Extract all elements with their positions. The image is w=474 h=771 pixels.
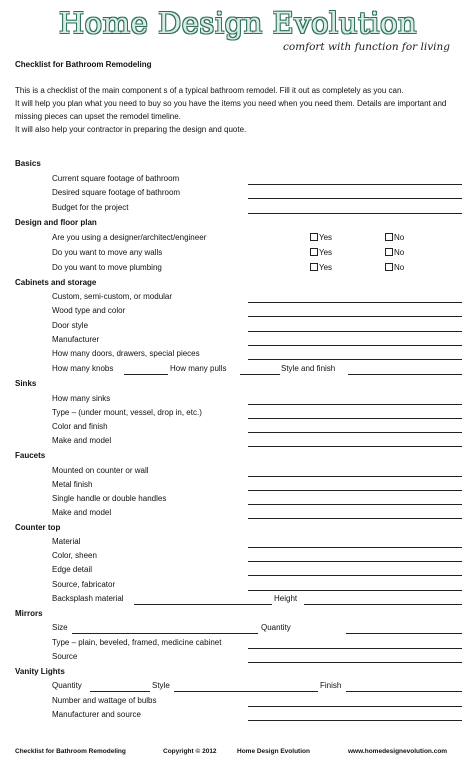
style-label: Style: [152, 681, 170, 690]
knobs-label: How many knobs: [52, 364, 114, 373]
checklist-row: [52, 508, 462, 520]
field-label: How many doors, drawers, special pieces: [52, 349, 200, 358]
footer-company: Home Design Evolution: [237, 748, 310, 755]
checklist-row: [52, 710, 462, 722]
answer-line[interactable]: [248, 302, 462, 303]
yes-label: Yes: [319, 233, 333, 242]
backsplash-label: Backsplash material: [52, 594, 124, 603]
answer-line[interactable]: [248, 316, 462, 317]
quantity-line[interactable]: [346, 633, 462, 634]
no-label: No: [394, 263, 405, 272]
answer-line[interactable]: [248, 561, 462, 562]
checklist-row: [52, 594, 462, 606]
checklist-row: [52, 551, 462, 563]
field-label: How many sinks: [52, 394, 111, 403]
style-line[interactable]: [174, 691, 318, 692]
yes-label: Yes: [319, 263, 333, 272]
section-cabinets-heading: Cabinets and storage: [15, 278, 97, 287]
answer-line[interactable]: [248, 213, 462, 214]
answer-line[interactable]: [248, 706, 462, 707]
no-label: No: [394, 248, 405, 257]
field-label: Source: [52, 652, 78, 661]
intro-paragraph: It will also help your contractor in preparing the design and quote.: [15, 125, 247, 134]
checklist-row: [52, 422, 462, 434]
style-finish-label: Style and finish: [281, 364, 336, 373]
field-label: Edge detail: [52, 565, 93, 574]
checklist-row: [52, 188, 462, 200]
answer-line[interactable]: [248, 432, 462, 433]
field-label: Wood type and color: [52, 306, 126, 315]
checklist-row: [52, 349, 462, 361]
answer-line[interactable]: [248, 331, 462, 332]
yes-option[interactable]: [310, 263, 332, 272]
checkbox-icon[interactable]: [310, 263, 318, 271]
answer-line[interactable]: [248, 418, 462, 419]
finish-line[interactable]: [346, 691, 462, 692]
field-label: Are you using a designer/architect/engineer: [52, 233, 207, 242]
answer-line[interactable]: [248, 662, 462, 663]
intro-paragraph: It will help you plan what you need to buy so you have the items you need when you need them. Details are important and missing pieces can upset the remodel timeline.: [15, 99, 447, 121]
checkbox-icon[interactable]: [310, 248, 318, 256]
checklist-row: [52, 203, 462, 215]
checklist-row: [52, 321, 462, 333]
answer-line[interactable]: [248, 518, 462, 519]
height-label: Height: [274, 594, 298, 603]
section-mirrors-heading: Mirrors: [15, 609, 43, 618]
checkbox-icon[interactable]: [385, 263, 393, 271]
field-label: Single handle or double handles: [52, 494, 167, 503]
finish-label: Finish: [320, 681, 342, 690]
checkbox-icon[interactable]: [385, 233, 393, 241]
checklist-row: [52, 233, 462, 245]
field-label: Number and wattage of bulbs: [52, 696, 157, 705]
answer-line[interactable]: [248, 720, 462, 721]
checklist-row: [52, 652, 462, 664]
checklist-row: [52, 408, 462, 420]
section-faucets-heading: Faucets: [15, 451, 46, 460]
checkbox-icon[interactable]: [310, 233, 318, 241]
brand-tagline: comfort with function for living: [283, 41, 450, 53]
height-line[interactable]: [304, 604, 462, 605]
field-label: Type – plain, beveled, framed, medicine cabinet: [52, 638, 222, 647]
answer-line[interactable]: [248, 184, 462, 185]
answer-line[interactable]: [248, 198, 462, 199]
checklist-row: [52, 394, 462, 406]
brand-header: [14, 6, 462, 54]
footer-document-title: Checklist for Bathroom Remodeling: [15, 748, 126, 755]
quantity-label: Quantity: [52, 681, 82, 690]
field-label: Type – (under mount, vessel, drop in, etc.): [52, 408, 202, 417]
field-label: Manufacturer and source: [52, 710, 141, 719]
no-option[interactable]: [385, 248, 404, 257]
checklist-row: [52, 580, 462, 592]
no-label: No: [394, 233, 405, 242]
no-option[interactable]: [385, 263, 404, 272]
field-label: Door style: [52, 321, 89, 330]
answer-line[interactable]: [248, 476, 462, 477]
checklist-row: [52, 174, 462, 186]
checklist-row: [52, 292, 462, 304]
field-label: Color, sheen: [52, 551, 97, 560]
field-label: Current square footage of bathroom: [52, 174, 180, 183]
field-label: Do you want to move plumbing: [52, 263, 162, 272]
intro-paragraph: This is a checklist of the main component s of a typical bathroom remodel. Fill it out as completely as you can.: [15, 86, 404, 95]
field-label: Make and model: [52, 508, 112, 517]
section-counter-heading: Counter top: [15, 523, 61, 532]
section-sinks-heading: Sinks: [15, 379, 37, 388]
checklist-row: [52, 537, 462, 549]
checklist-row: [52, 466, 462, 478]
section-basics-heading: Basics: [15, 159, 41, 168]
quantity-line[interactable]: [90, 691, 150, 692]
checklist-row: [52, 480, 462, 492]
field-label: Budget for the project: [52, 203, 129, 212]
yes-option[interactable]: [310, 248, 332, 257]
field-label: Manufacturer: [52, 335, 100, 344]
pulls-label: How many pulls: [170, 364, 227, 373]
checklist-row: [52, 364, 462, 376]
answer-line[interactable]: [248, 359, 462, 360]
field-label: Mounted on counter or wall: [52, 466, 149, 475]
footer-copyright: Copyright © 2012: [163, 748, 217, 755]
field-label: Metal finish: [52, 480, 93, 489]
field-label: Source, fabricator: [52, 580, 116, 589]
field-label: Custom, semi-custom, or modular: [52, 292, 173, 301]
backsplash-line[interactable]: [134, 604, 272, 605]
checklist-row: [52, 248, 462, 260]
yes-label: Yes: [319, 248, 333, 257]
checklist-row: [52, 263, 462, 275]
checklist-row: [52, 638, 462, 650]
field-label: Desired square footage of bathroom: [52, 188, 181, 197]
yes-option[interactable]: [310, 233, 332, 242]
answer-line[interactable]: [248, 648, 462, 649]
checkbox-icon[interactable]: [385, 248, 393, 256]
answer-line[interactable]: [248, 590, 462, 591]
pulls-line[interactable]: [240, 374, 280, 375]
style-finish-line[interactable]: [348, 374, 462, 375]
answer-line[interactable]: [248, 490, 462, 491]
answer-line[interactable]: [248, 575, 462, 576]
field-label: Make and model: [52, 436, 112, 445]
answer-line[interactable]: [248, 504, 462, 505]
checklist-row: [52, 623, 462, 635]
field-label: Color and finish: [52, 422, 108, 431]
size-line[interactable]: [72, 633, 258, 634]
answer-line[interactable]: [248, 345, 462, 346]
field-label: Do you want to move any walls: [52, 248, 163, 257]
no-option[interactable]: [385, 233, 404, 242]
answer-line[interactable]: [248, 446, 462, 447]
checklist-row: [52, 306, 462, 318]
checklist-row: [52, 681, 462, 693]
section-design-heading: Design and floor plan: [15, 218, 97, 227]
answer-line[interactable]: [248, 547, 462, 548]
document-title: Checklist for Bathroom Remodeling: [15, 60, 152, 69]
answer-line[interactable]: [248, 404, 462, 405]
section-vanity-heading: Vanity Lights: [15, 667, 65, 676]
intro-text: [15, 84, 463, 136]
size-label: Size: [52, 623, 68, 632]
checklist-row: [52, 335, 462, 347]
field-label: Material: [52, 537, 81, 546]
quantity-label: Quantity: [261, 623, 291, 632]
checklist-row: [52, 696, 462, 708]
brand-title: Home Design Evolution: [58, 6, 418, 40]
checklist-row: [52, 436, 462, 448]
checklist-row: [52, 565, 462, 577]
knobs-line[interactable]: [124, 374, 168, 375]
checklist-row: [52, 494, 462, 506]
footer-url[interactable]: www.homedesignevolution.com: [348, 748, 448, 755]
